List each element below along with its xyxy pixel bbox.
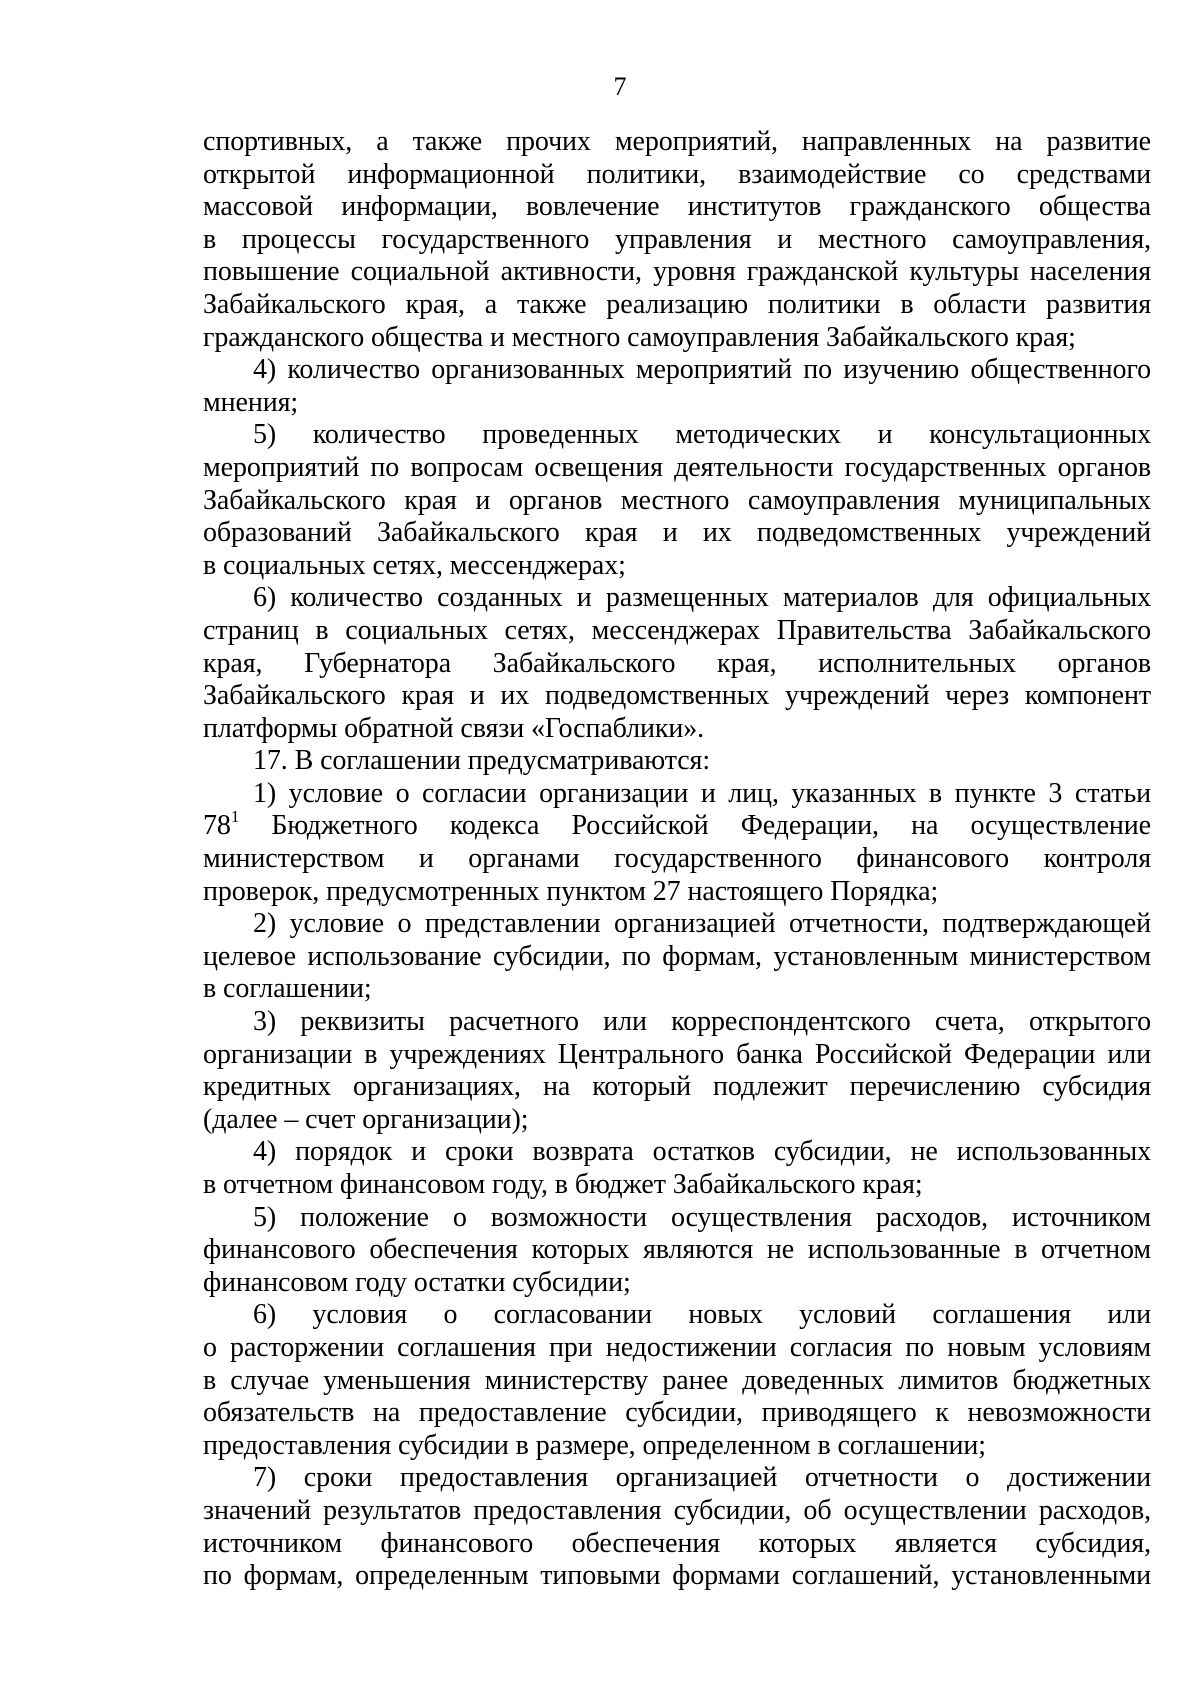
text-line: Забайкальского края и органов местного самоуправления муниципальных bbox=[203, 484, 1151, 516]
text-line: 5) положение о возможности осуществления расходов, источником bbox=[253, 1201, 1151, 1233]
text-line: 4) порядок и сроки возврата остатков субсидии, не использованных bbox=[253, 1136, 1151, 1168]
paragraph-s3 bbox=[203, 1006, 1151, 1136]
text-line: платформы обратной связи «Госпаблики». bbox=[203, 712, 705, 744]
text-line: предоставления субсидии в размере, определенном в соглашении; bbox=[203, 1429, 986, 1461]
text-line: 4) количество организованных мероприятий по изучению общественного bbox=[253, 354, 1151, 386]
text-line: в соглашении; bbox=[203, 973, 372, 1005]
text-fragment: 78 bbox=[203, 810, 231, 842]
text-line: 5) количество проведенных методических и консультационных bbox=[253, 419, 1151, 451]
document-body bbox=[203, 126, 1151, 1593]
superscript: 1 bbox=[230, 807, 240, 827]
text-line: 1) условие о согласии организации и лиц, указанных в пункте 3 статьи bbox=[253, 777, 1151, 809]
text-line: (далее – счет организации); bbox=[203, 1103, 529, 1135]
text-line: края, Губернатора Забайкальского края, исполнительных органов bbox=[203, 647, 1151, 679]
paragraph-s5 bbox=[203, 1202, 1151, 1300]
paragraph-p4 bbox=[203, 354, 1151, 419]
text-line: Забайкальского края, а также реализацию политики в области развития bbox=[203, 288, 1151, 320]
paragraph-s6 bbox=[203, 1299, 1151, 1462]
text-line: 3) реквизиты расчетного или корреспондентского счета, открытого bbox=[253, 1006, 1151, 1038]
text-line: повышение социальной активности, уровня гражданской культуры населения bbox=[203, 256, 1151, 288]
paragraph-s2 bbox=[203, 908, 1151, 1006]
page-number: 7 bbox=[613, 72, 627, 101]
text-line: открытой информационной политики, взаимодействие со средствами bbox=[203, 158, 1151, 190]
text-line: о расторжении соглашения при недостижении согласия по новым условиям bbox=[203, 1331, 1151, 1363]
text-fragment: Бюджетного кодекса Российской Федерации, на осуществление bbox=[239, 810, 1151, 842]
text-line: организации в учреждениях Центрального банка Российской Федерации или bbox=[203, 1038, 1151, 1070]
text-line: обязательств на предоставление субсидии, приводящего к невозможности bbox=[203, 1397, 1151, 1429]
text-line: страниц в социальных сетях, мессенджерах Правительства Забайкальского bbox=[203, 614, 1151, 646]
text-line: министерством и органами государственного финансового контроля bbox=[203, 843, 1151, 875]
text-line: Забайкальского края и их подведомственных учреждений через компонент bbox=[203, 680, 1151, 712]
paragraph-s1 bbox=[203, 778, 1151, 908]
text-line: 17. В соглашении предусматриваются: bbox=[253, 745, 711, 777]
text-line: финансовом году остатки субсидии; bbox=[203, 1266, 631, 1298]
paragraph-p6 bbox=[203, 582, 1151, 745]
text-line: кредитных организациях, на который подлежит перечислению субсидия bbox=[203, 1071, 1151, 1103]
text-line: в случае уменьшения министерству ранее доведенных лимитов бюджетных bbox=[203, 1364, 1151, 1396]
paragraph-p5 bbox=[203, 419, 1151, 582]
paragraph-s4 bbox=[203, 1136, 1151, 1201]
text-line: массовой информации, вовлечение институтов гражданского общества bbox=[203, 191, 1151, 223]
paragraph-s7 bbox=[203, 1462, 1151, 1592]
text-line: мнения; bbox=[203, 386, 299, 418]
paragraph-cont bbox=[203, 126, 1151, 354]
text-line: в отчетном финансовом году, в бюджет Забайкальского края; bbox=[203, 1169, 923, 1200]
text-line: финансового обеспечения которых являются не использованные в отчетном bbox=[203, 1234, 1151, 1266]
paragraph-p17 bbox=[203, 745, 1151, 778]
text-line: в процессы государственного управления и местного самоуправления, bbox=[203, 223, 1151, 255]
text-line: 6) количество созданных и размещенных материалов для официальных bbox=[253, 582, 1151, 614]
text-line: источником финансового обеспечения которых является субсидия, bbox=[203, 1527, 1151, 1559]
text-line bbox=[203, 807, 1151, 843]
text-line: 2) условие о представлении организацией отчетности, подтверждающей bbox=[253, 908, 1151, 940]
text-line: проверок, предусмотренных пунктом 27 настоящего Порядка; bbox=[203, 875, 939, 907]
text-line: 6) условия о согласовании новых условий соглашения или bbox=[253, 1299, 1151, 1331]
text-line: спортивных, а также прочих мероприятий, направленных на развитие bbox=[203, 126, 1151, 157]
text-line: целевое использование субсидии, по формам, установленным министерством bbox=[203, 940, 1151, 972]
text-line: в социальных сетях, мессенджерах; bbox=[203, 549, 626, 581]
text-line: образований Забайкальского края и их подведомственных учреждений bbox=[203, 517, 1151, 549]
text-line: 7) сроки предоставления организацией отчетности о достижении bbox=[253, 1462, 1151, 1494]
text-line: гражданского общества и местного самоуправления Забайкальского края; bbox=[203, 321, 1076, 353]
text-line: значений результатов предоставления субсидии, об осуществлении расходов, bbox=[203, 1494, 1151, 1526]
text-line: мероприятий по вопросам освещения деятельности государственных органов bbox=[203, 451, 1151, 483]
text-line: по формам, определенным типовыми формами соглашений, установленными bbox=[203, 1560, 1151, 1592]
